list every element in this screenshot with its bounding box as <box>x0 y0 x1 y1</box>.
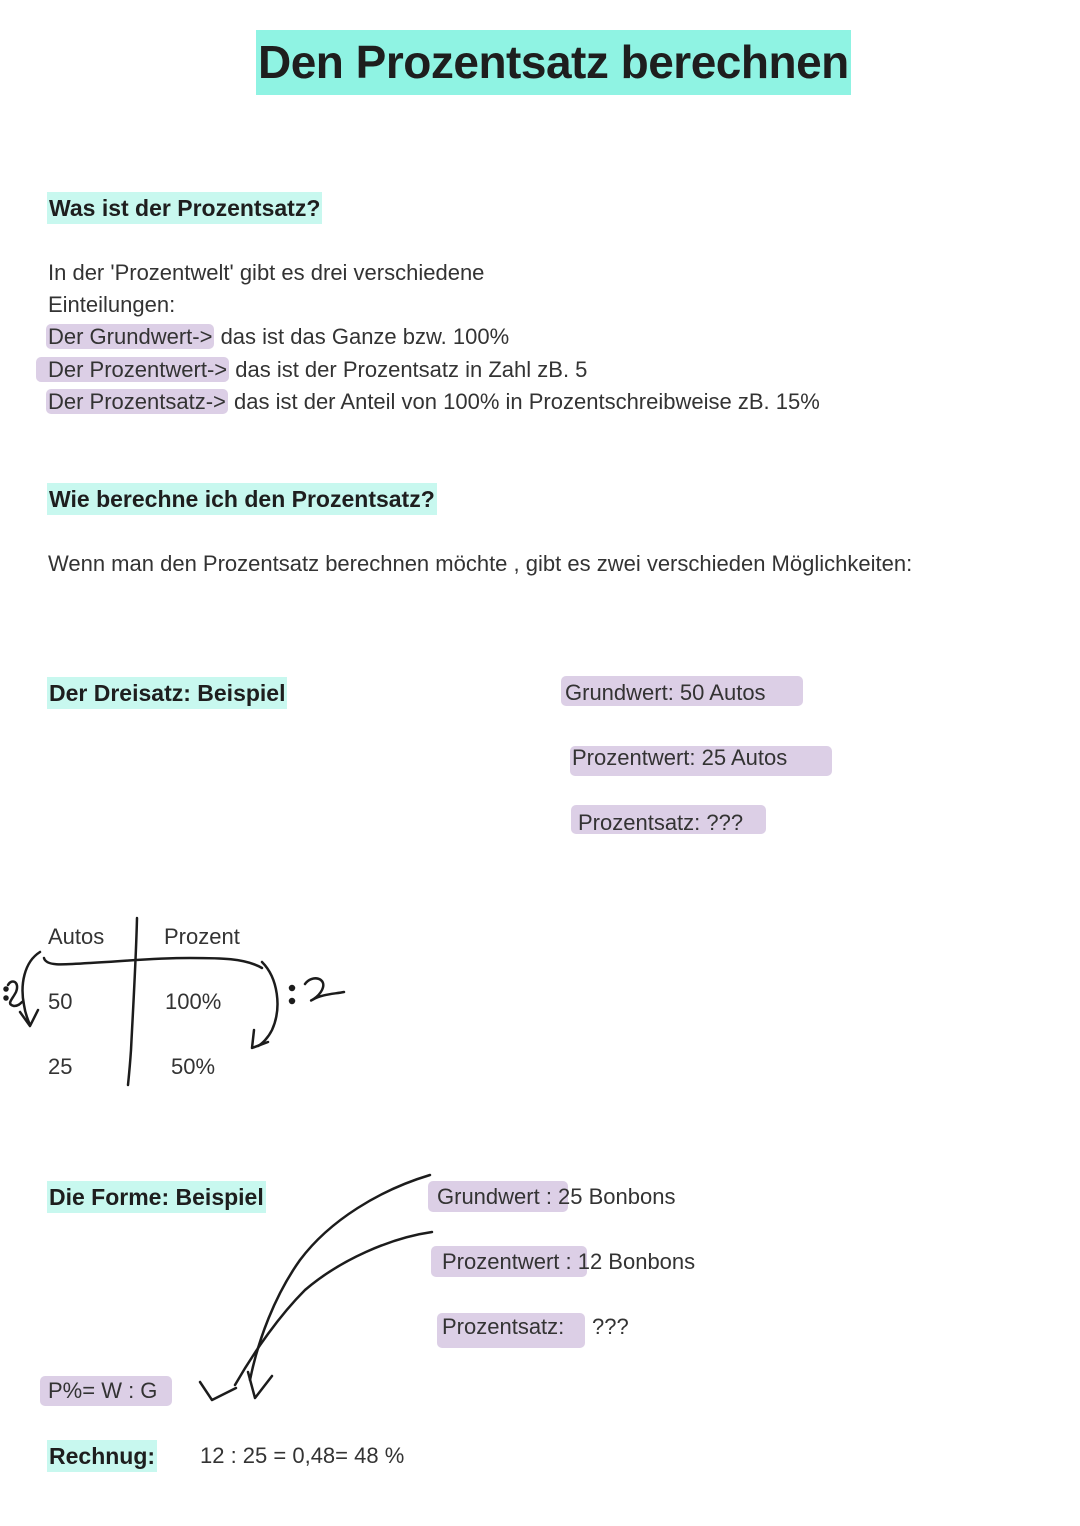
section2-text: Wenn man den Prozentsatz berechnen möchte , gibt es zwei verschieden Möglichkeiten: <box>48 551 913 576</box>
intro-line-2: Einteilungen: <box>48 292 176 317</box>
calc-label: Rechnug: <box>47 1440 157 1472</box>
dreisatz-heading: Der Dreisatz: Beispiel <box>47 677 287 709</box>
left-bracket-arrow <box>23 952 40 1025</box>
handwritten-two-right <box>305 978 344 1000</box>
desc-prozentsatz: das ist der Anteil von 100% in Prozentschreibweise zB. 15% <box>227 389 820 414</box>
arrow-head-icon <box>20 1010 38 1026</box>
section-heading-how: Wie berechne ich den Prozentsatz? <box>47 483 437 515</box>
term-prozentsatz: Der Prozentsatz-> <box>48 389 226 414</box>
arrow-head-icon <box>200 1382 236 1400</box>
formula: P%= W : G <box>48 1378 158 1403</box>
table-header-prozent: Prozent <box>164 924 240 949</box>
formel-prozentwert-value: 12 Bonbons <box>571 1249 696 1274</box>
calc-result: 12 : 25 = 0,48= 48 % <box>200 1443 405 1468</box>
curved-arrow <box>250 1175 430 1380</box>
formel-prozentsatz-label: Prozentsatz: <box>442 1314 565 1339</box>
curved-arrow <box>235 1232 432 1385</box>
colon-dot <box>290 986 294 990</box>
table-horizontal-line <box>44 958 262 968</box>
formel-heading: Die Forme: Beispiel <box>47 1181 266 1213</box>
table-cell: 100% <box>165 989 222 1014</box>
formel-prozentwert-label: Prozentwert : <box>442 1249 572 1274</box>
colon-dot <box>290 999 294 1003</box>
table-cell: 50 <box>48 989 73 1014</box>
handwritten-two-left <box>8 981 22 1006</box>
table-cell: 25 <box>48 1054 73 1079</box>
dreisatz-prozentwert: Prozentwert: 25 Autos <box>572 745 788 770</box>
term-grundwert: Der Grundwert-> <box>48 324 213 349</box>
term-prozentwert: Der Prozentwert-> <box>36 357 229 382</box>
dreisatz-prozentsatz: Prozentsatz: ??? <box>578 810 744 835</box>
right-bracket-arrow <box>258 962 277 1046</box>
colon-dot <box>5 997 8 1000</box>
formel-grundwert-value: 25 Bonbons <box>551 1184 676 1209</box>
intro-line-1: In der 'Prozentwelt' gibt es drei verschiedene <box>48 260 485 285</box>
page-title: Den Prozentsatz berechnen <box>256 30 851 95</box>
formel-grundwert-label: Grundwert : <box>437 1184 552 1209</box>
formel-prozentsatz-value: ??? <box>592 1314 629 1339</box>
desc-prozentwert: das ist der Prozentsatz in Zahl zB. 5 <box>229 357 588 382</box>
table-cell: 50% <box>171 1054 216 1079</box>
table-vertical-line <box>128 918 137 1085</box>
colon-dot <box>5 988 8 991</box>
desc-grundwert: das ist das Ganze bzw. 100% <box>214 324 510 349</box>
dreisatz-grundwert: Grundwert: 50 Autos <box>565 680 766 705</box>
section-heading-what: Was ist der Prozentsatz? <box>47 192 322 224</box>
table-header-autos: Autos <box>48 924 105 949</box>
